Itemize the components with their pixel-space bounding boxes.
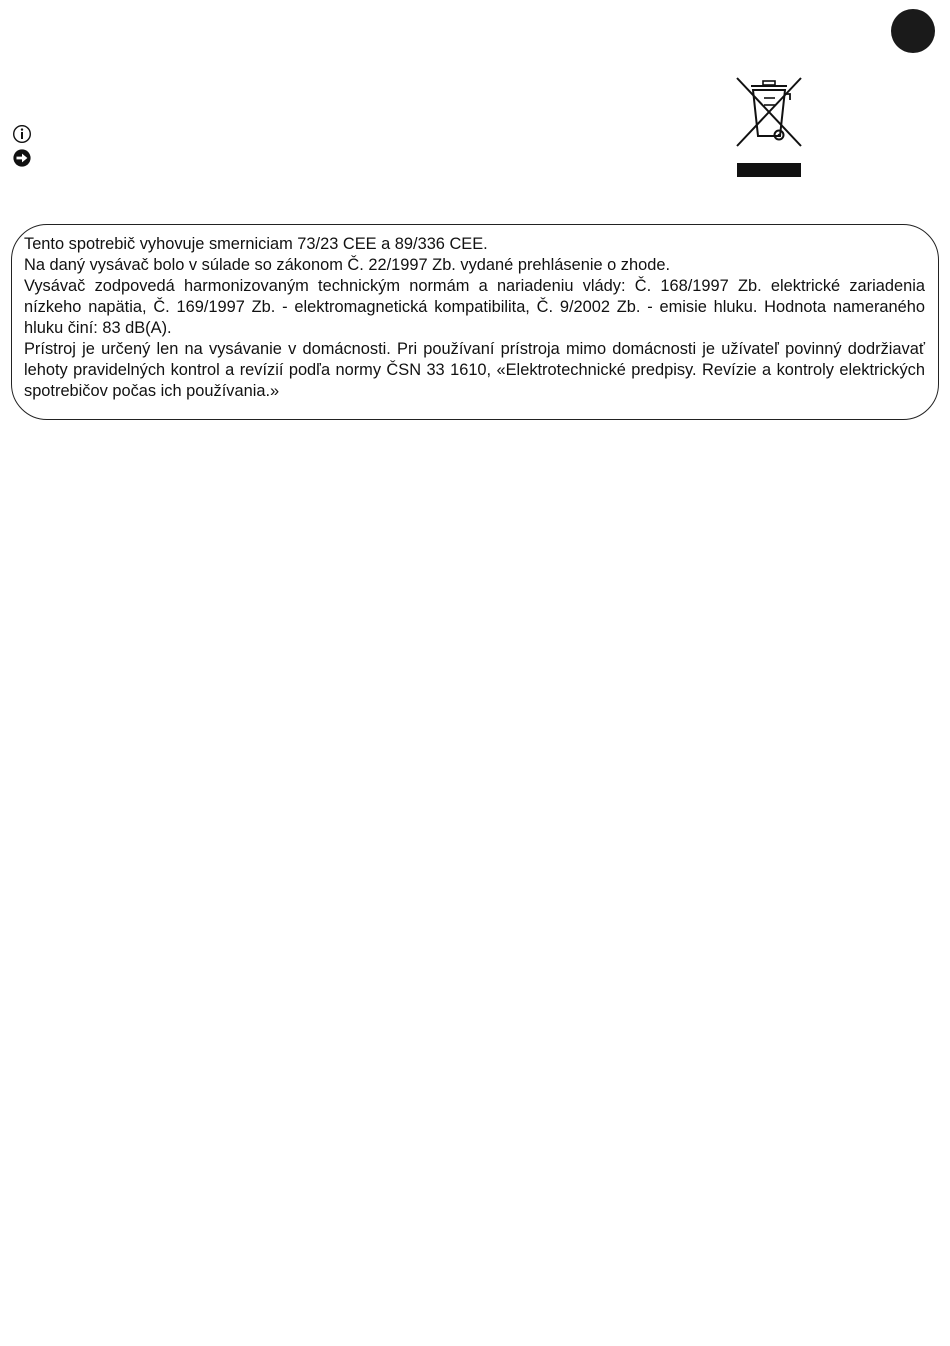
- crossed-out-wheeled-bin-icon: [735, 76, 803, 178]
- compliance-notice-box: [11, 224, 939, 420]
- notice-paragraph-standards: Vysávač zodpovedá harmonizovaným technickým normám a nariadeniu vlády: Č. 168/1997 Zb. elektrické zariadenia nízkeho napätia, Č. 169/1997 Zb. - elektromagnetická kompatibilita, Č. 9/2002 Zb. - emisie hluku. Hodnota nameraného hluku činí: 83 dB(A).: [24, 277, 925, 337]
- arrow-right-icon: [12, 148, 32, 168]
- notice-paragraph-household-use: Prístroj je určený len na vysávanie v domácnosti. Pri používaní prístroja mimo domácnosti je užívateľ povinný dodržiavať lehoty pravidelných kontrol a revízií podľa normy ČSN 33 1610, «Elektrotechnické predpisy. Revízie a kontroly elektrických spotrebičov počas ich používania.»: [24, 340, 925, 400]
- compliance-notice-text: [24, 234, 925, 402]
- info-icon: [12, 124, 32, 144]
- notice-paragraph-directives: Tento spotrebič vyhovuje smerniciam 73/23 CEE a 89/336 CEE.: [24, 235, 488, 253]
- page-marker: [891, 9, 935, 53]
- notice-paragraph-declaration: Na daný vysávač bolo v súlade so zákonom Č. 22/1997 Zb. vydané prehlásenie o zhode.: [24, 256, 671, 274]
